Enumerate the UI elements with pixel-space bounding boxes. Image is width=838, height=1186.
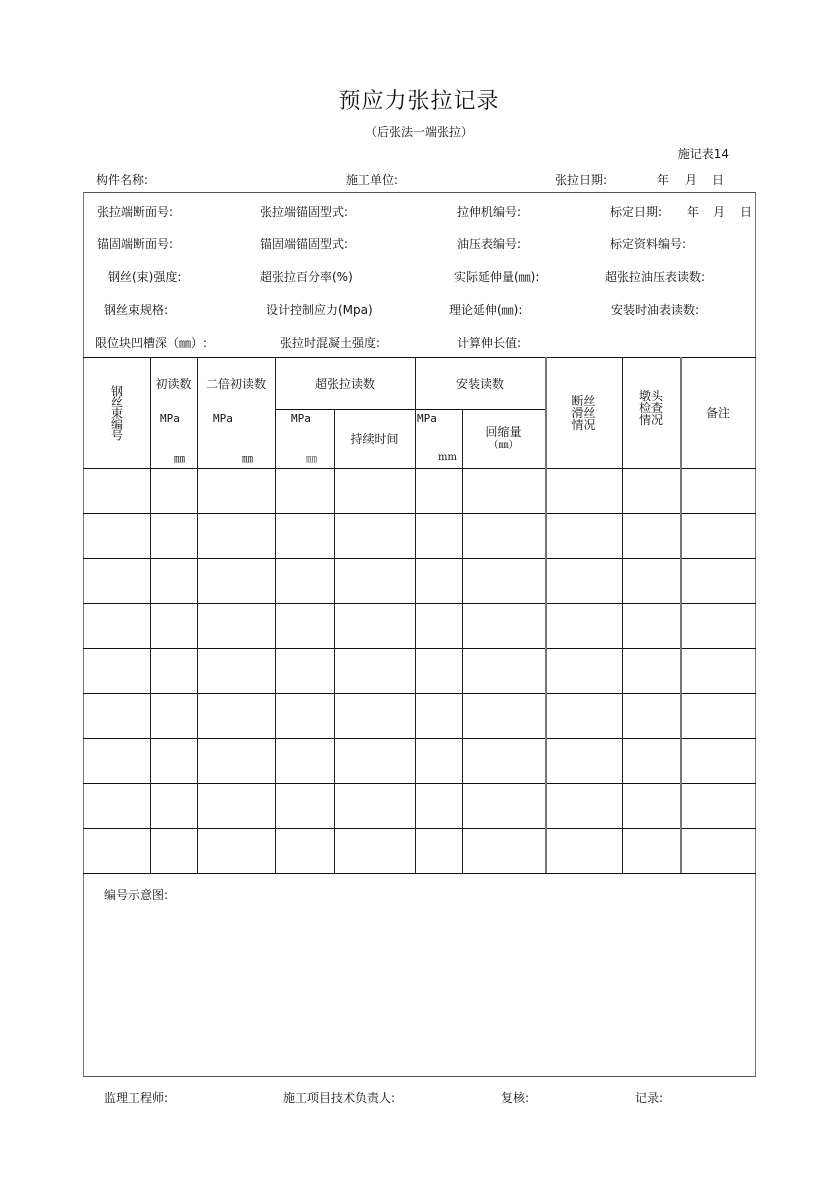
cell-initial-reading[interactable]	[152, 470, 196, 512]
info-over-tension-percent: 超张拉百分率(%)	[260, 270, 353, 284]
cell-head-check[interactable]	[624, 695, 679, 737]
form-number: 施记表14	[677, 147, 729, 161]
info-concrete-strength: 张拉时混凝土强度:	[280, 336, 381, 350]
cell-strand-number[interactable]	[85, 785, 149, 827]
info-strand-spec: 钢丝束规格:	[104, 303, 169, 317]
cell-install-mpa[interactable]	[417, 650, 461, 692]
footer-supervisor: 监理工程师:	[104, 1091, 169, 1105]
col-line	[415, 357, 416, 873]
component-name-label: 构件名称:	[96, 173, 149, 187]
cell-over-tension-mpa[interactable]	[277, 560, 333, 602]
header-over-tension-reading: 超张拉读数	[314, 376, 375, 391]
cell-double-initial-reading[interactable]	[199, 470, 274, 512]
row-line	[83, 693, 756, 694]
cell-duration[interactable]	[336, 470, 414, 512]
cell-double-initial-reading[interactable]	[199, 830, 274, 872]
cell-retraction[interactable]	[464, 605, 544, 647]
header-broken-wire-line1: 断丝	[571, 393, 596, 408]
cell-initial-reading[interactable]	[152, 740, 196, 782]
cell-over-tension-mpa[interactable]	[277, 650, 333, 692]
cell-broken-slip-wire[interactable]	[547, 560, 621, 602]
header-install-reading: 安装读数	[455, 376, 504, 391]
header-retraction-label: 回缩量	[485, 424, 522, 439]
cell-duration[interactable]	[336, 830, 414, 872]
cell-over-tension-mpa[interactable]	[277, 605, 333, 647]
row-line	[83, 783, 756, 784]
row-line	[83, 648, 756, 649]
tension-date-label: 张拉日期:	[555, 173, 608, 187]
cell-strand-number[interactable]	[85, 470, 149, 512]
header-head-check-line2: 检查	[638, 400, 663, 415]
cell-head-check[interactable]	[624, 515, 679, 557]
cell-install-mpa[interactable]	[417, 605, 461, 647]
cell-over-tension-mpa[interactable]	[277, 830, 333, 872]
cell-strand-number[interactable]	[85, 695, 149, 737]
cell-remarks[interactable]	[682, 830, 755, 872]
cell-initial-reading[interactable]	[152, 650, 196, 692]
cell-broken-slip-wire[interactable]	[547, 515, 621, 557]
cell-duration[interactable]	[336, 650, 414, 692]
cell-double-initial-reading[interactable]	[199, 605, 274, 647]
header-broken-wire-line3: 情况	[571, 417, 596, 432]
cell-retraction[interactable]	[464, 695, 544, 737]
cell-broken-slip-wire[interactable]	[547, 695, 621, 737]
header-strand-number	[83, 357, 150, 468]
double-initial-unit-mm: ㎜	[242, 452, 253, 465]
info-tension-end-section: 张拉端断面号:	[97, 205, 174, 219]
header-broken-slip-wire	[545, 357, 622, 468]
cell-over-tension-mpa[interactable]	[277, 785, 333, 827]
info-calibration-year: 年	[687, 205, 700, 219]
cell-broken-slip-wire[interactable]	[547, 740, 621, 782]
header-initial-reading: 初读数	[155, 376, 192, 391]
cell-duration[interactable]	[336, 605, 414, 647]
header-retraction	[462, 409, 545, 468]
cell-strand-number[interactable]	[85, 650, 149, 692]
col-line	[462, 409, 463, 873]
cell-head-check[interactable]	[624, 785, 679, 827]
over-tension-unit-mm: ㎜	[306, 452, 317, 465]
cell-head-check[interactable]	[624, 830, 679, 872]
cell-retraction[interactable]	[464, 470, 544, 512]
info-calibration-day: 日	[740, 205, 753, 219]
info-anchor-end-section: 锚固端断面号:	[97, 237, 174, 251]
info-calculated-elongation: 计算伸长值:	[457, 336, 522, 350]
header-duration: 持续时间	[350, 432, 399, 446]
cell-duration[interactable]	[336, 515, 414, 557]
header-head-check	[622, 352, 680, 463]
construction-unit-label: 施工单位:	[346, 173, 399, 187]
cell-double-initial-reading[interactable]	[199, 695, 274, 737]
cell-over-tension-mpa[interactable]	[277, 515, 333, 557]
info-actual-elongation: 实际延伸量(㎜):	[454, 270, 540, 284]
numbering-diagram-area[interactable]	[84, 880, 755, 1076]
cell-head-check[interactable]	[624, 470, 679, 512]
cell-retraction[interactable]	[464, 650, 544, 692]
cell-duration[interactable]	[336, 785, 414, 827]
row-line	[83, 468, 756, 469]
cell-install-mpa[interactable]	[417, 515, 461, 557]
cell-strand-number[interactable]	[85, 515, 149, 557]
cell-retraction[interactable]	[464, 785, 544, 827]
cell-duration[interactable]	[336, 740, 414, 782]
footer-reviewer: 复核:	[501, 1091, 530, 1105]
row-line	[83, 873, 756, 874]
row-line	[83, 738, 756, 739]
info-design-control-stress: 设计控制应力(Mpa)	[266, 303, 373, 317]
install-unit-mm: mm	[438, 452, 457, 463]
cell-remarks[interactable]	[682, 515, 755, 557]
cell-install-mpa[interactable]	[417, 785, 461, 827]
cell-remarks[interactable]	[682, 470, 755, 512]
info-calibration-doc-number: 标定资料编号:	[610, 237, 687, 251]
cell-retraction[interactable]	[464, 830, 544, 872]
cell-over-tension-mpa[interactable]	[277, 470, 333, 512]
page-title: 预应力张拉记录	[338, 89, 500, 114]
cell-initial-reading[interactable]	[152, 695, 196, 737]
cell-strand-number[interactable]	[85, 560, 149, 602]
cell-install-mpa[interactable]	[417, 470, 461, 512]
cell-double-initial-reading[interactable]	[199, 650, 274, 692]
cell-broken-slip-wire[interactable]	[547, 830, 621, 872]
cell-head-check[interactable]	[624, 650, 679, 692]
cell-initial-reading[interactable]	[152, 560, 196, 602]
install-unit-mpa: MPa	[417, 412, 437, 425]
cell-double-initial-reading[interactable]	[199, 785, 274, 827]
info-over-tension-gauge-reading: 超张拉油压表读数:	[605, 270, 706, 284]
info-limit-groove-depth: 限位块凹槽深（㎜）:	[95, 336, 208, 350]
cell-strand-number[interactable]	[85, 605, 149, 647]
cell-duration[interactable]	[336, 560, 414, 602]
row-line	[83, 558, 756, 559]
tension-date-year: 年	[657, 173, 670, 187]
cell-remarks[interactable]	[682, 650, 755, 692]
info-install-gauge-reading: 安装时油表读数:	[611, 303, 700, 317]
footer-recorder: 记录:	[635, 1091, 664, 1105]
double-initial-unit-mpa: MPa	[213, 412, 233, 425]
cell-head-check[interactable]	[624, 560, 679, 602]
tension-date-day: 日	[712, 173, 725, 187]
cell-retraction[interactable]	[464, 740, 544, 782]
footer-tech-lead: 施工项目技术负责人:	[283, 1091, 396, 1105]
cell-double-initial-reading[interactable]	[199, 560, 274, 602]
info-gauge-number: 油压表编号:	[457, 237, 522, 251]
cell-over-tension-mpa[interactable]	[277, 695, 333, 737]
header-head-check-line1: 墩头	[638, 388, 663, 403]
cell-head-check[interactable]	[624, 605, 679, 647]
cell-retraction[interactable]	[464, 515, 544, 557]
cell-initial-reading[interactable]	[152, 785, 196, 827]
cell-initial-reading[interactable]	[152, 830, 196, 872]
over-tension-unit-mpa: MPa	[291, 412, 311, 425]
initial-unit-mpa: MPa	[160, 412, 180, 425]
info-jack-number: 拉伸机编号:	[457, 205, 522, 219]
cell-double-initial-reading[interactable]	[199, 515, 274, 557]
cell-retraction[interactable]	[464, 560, 544, 602]
col-line	[275, 357, 276, 873]
header-remarks: 备注	[705, 406, 730, 420]
cell-broken-slip-wire[interactable]	[547, 470, 621, 512]
cell-duration[interactable]	[336, 695, 414, 737]
cell-remarks[interactable]	[682, 740, 755, 782]
cell-broken-slip-wire[interactable]	[547, 650, 621, 692]
header-strand-number-text: 钢丝束编号	[109, 385, 124, 440]
row-line	[83, 828, 756, 829]
header-retraction-unit: （㎜）	[488, 439, 519, 451]
row-line	[83, 603, 756, 604]
cell-install-mpa[interactable]	[417, 740, 461, 782]
cell-remarks[interactable]	[682, 695, 755, 737]
info-tension-end-anchor-type: 张拉端锚固型式:	[260, 205, 349, 219]
cell-install-mpa[interactable]	[417, 695, 461, 737]
tension-date-month: 月	[685, 173, 698, 187]
diagram-label: 编号示意图:	[104, 888, 169, 902]
row-line	[83, 513, 756, 514]
info-calibration-date: 标定日期:	[610, 205, 663, 219]
cell-broken-slip-wire[interactable]	[547, 785, 621, 827]
cell-strand-number[interactable]	[85, 830, 149, 872]
cell-install-mpa[interactable]	[417, 830, 461, 872]
info-calibration-month: 月	[713, 205, 726, 219]
cell-remarks[interactable]	[682, 785, 755, 827]
cell-initial-reading[interactable]	[152, 515, 196, 557]
cell-over-tension-mpa[interactable]	[277, 740, 333, 782]
cell-install-mpa[interactable]	[417, 560, 461, 602]
col-line	[150, 357, 151, 873]
info-theoretical-elongation: 理论延伸(㎜):	[449, 303, 523, 317]
info-anchor-end-anchor-type: 锚固端锚固型式:	[260, 237, 349, 251]
initial-unit-mm: ㎜	[174, 452, 185, 465]
cell-initial-reading[interactable]	[152, 605, 196, 647]
header-broken-wire-line2: 滑丝	[571, 405, 596, 420]
cell-remarks[interactable]	[682, 605, 755, 647]
col-line	[334, 409, 335, 873]
header-head-check-line3: 情况	[638, 412, 663, 427]
col-line	[197, 357, 198, 873]
cell-double-initial-reading[interactable]	[199, 740, 274, 782]
cell-strand-number[interactable]	[85, 740, 149, 782]
cell-remarks[interactable]	[682, 560, 755, 602]
info-wire-strength: 钢丝(束)强度:	[108, 270, 182, 284]
cell-broken-slip-wire[interactable]	[547, 605, 621, 647]
header-double-initial-reading: 二倍初读数	[205, 376, 266, 391]
page-subtitle: （后张法一端张拉）	[364, 125, 473, 139]
cell-head-check[interactable]	[624, 740, 679, 782]
